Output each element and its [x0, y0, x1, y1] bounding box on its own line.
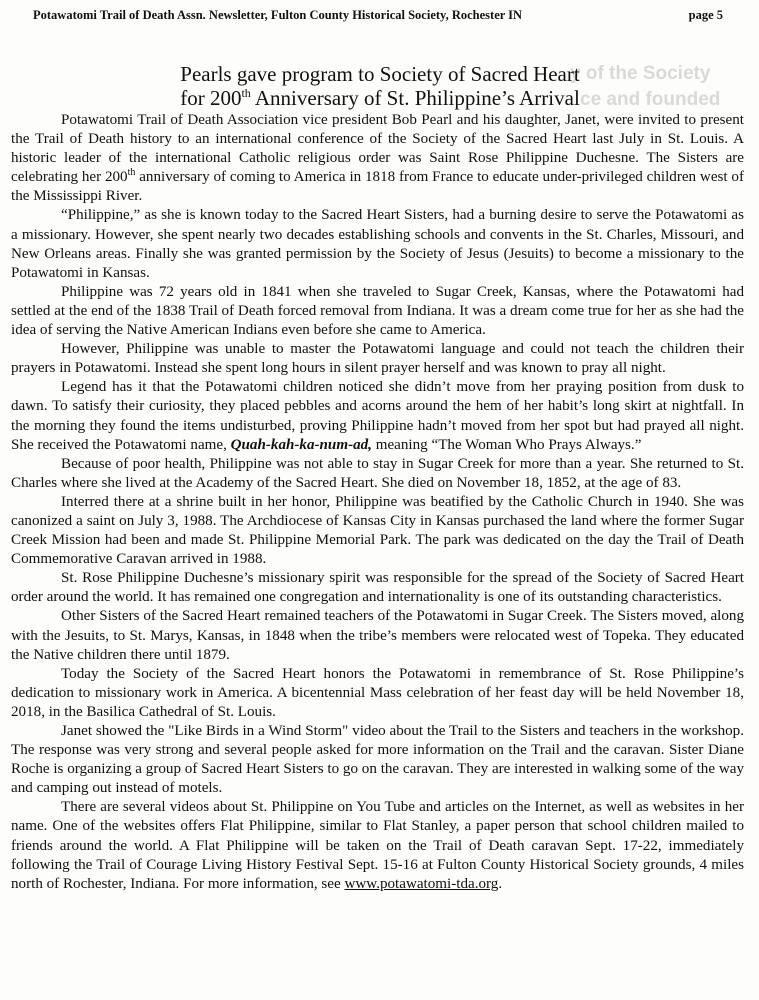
paragraph — [11, 798, 744, 893]
headline-line-2 — [60, 86, 700, 110]
paragraph: “Philippine,” as she is known today to the Sacred Heart Sisters, had a burning desire to serve the Potawatomi as a missionary. However, she spent nearly two decades establishing schools and convents in the St. Charles, Missouri, and New Orleans areas. Finally she was granted permission by the Society of Jesus (Jesuits) to become a missionary to the Potawatomi in Kansas. — [11, 207, 744, 281]
superscript: th — [127, 167, 136, 179]
page-number: page 5 — [688, 8, 723, 22]
paragraph-text: Legend has it that the Potawatomi children noticed she didn’t move from her praying position from dusk to dawn. To satisfy their curiosity, they placed pebbles and acorns around the hem of her habit’s long skirt at nightfall. In the morning they found the items undisturbed, proving Philippine hadn’t moved from her spot but had prayed all night. She received the Potawatomi name, — [11, 379, 744, 453]
paragraph-text: meaning “The Woman Who Prays Always.” — [371, 436, 642, 453]
paragraph — [11, 111, 744, 206]
paragraph-text: Potawatomi Trail of Death Association vice president Bob Pearl and his daughter, Janet, were invited to present the Trail of Death history to an international conference of the Society of the Sacred Heart last July in St. Louis. A historic leader of the international Catholic religious order was Saint Rose Philippine Duchesne. The Sisters are celebrating her 200 — [11, 112, 744, 186]
page-header — [33, 8, 723, 26]
website-link[interactable]: www.potawatomi-tda.org — [344, 875, 499, 892]
paragraph: St. Rose Philippine Duchesne’s missionary spirit was responsible for the spread of the Society of Sacred Heart order around the world. It has remained one congregation and internationality is one of its outstanding characteristics. — [11, 570, 744, 606]
bleed-through-text: y of the Society — [570, 63, 711, 84]
headline-superscript: th — [241, 86, 251, 100]
paragraph-text: . — [498, 875, 503, 892]
headline-line-1: Pearls gave program to Society of Sacred Heart — [180, 62, 580, 86]
paragraph: Janet showed the "Like Birds in a Wind Storm" video about the Trail to the Sisters and teachers in the workshop. The response was very strong and several people asked for more information on the Trail and the caravan. Sister Diane Roche is organizing a group of Sacred Heart Sisters to go on the caravan. They are interested in walking some of the way and camping out instead of motels. — [11, 723, 744, 797]
paragraph: Other Sisters of the Sacred Heart remained teachers of the Potawatomi in Sugar Creek. The Sisters moved, along with the Jesuits, to St. Marys, Kansas, in 1848 when the tribe’s members were relocated west of Topeka. They educated the Native children there until 1879. — [11, 608, 744, 663]
article-headline — [60, 62, 700, 110]
headline-text: for 200 — [180, 86, 242, 110]
headline-text: Anniversary of St. Philippine’s Arrival — [250, 86, 580, 110]
paragraph-text: anniversary of coming to America in 1818 from France to educate under-privileged children west of the Mississippi River. — [11, 169, 744, 205]
paragraph — [11, 378, 744, 454]
paragraph: Because of poor health, Philippine was not able to stay in Sugar Creek for more than a year. She returned to St. Charles where she lived at the Academy of the Sacred Heart. She died on November 18, 1852, at the age of 83. — [11, 455, 744, 491]
article-body — [11, 111, 744, 894]
paragraph: Philippine was 72 years old in 1841 when she traveled to Sugar Creek, Kansas, where the Potawatomi had settled at the end of the 1838 Trail of Death forced removal from Indiana. It was a dream come true for her as she had the idea of serving the Native American Indians even before she came to America. — [11, 283, 744, 339]
newsletter-title: Potawatomi Trail of Death Assn. Newsletter, Fulton County Historical Society, Rochester IN — [33, 8, 523, 22]
bleed-through-text: ce and founded — [580, 89, 721, 110]
paragraph: Today the Society of the Sacred Heart honors the Potawatomi in remembrance of St. Rose Philippine’s dedication to missionary work in America. A bicentennial Mass celebration of her feast day will be held November 18, 2018, in the Basilica Cathedral of St. Louis. — [11, 665, 744, 720]
potawatomi-name: Quah-kah-ka-num-ad, — [230, 436, 372, 453]
paragraph-text: There are several videos about St. Philippine on You Tube and articles on the Internet, as well as websites in her name. One of the websites offers Flat Philippine, similar to Flat Stanley, a paper person that school children mailed to friends around the world. A Flat Philippine will be taken on the Trail of Death caravan Sept. 17-22, immediately following the Trail of Courage Living History Festival Sept. 15-16 at Fulton County Historical Society grounds, 4 miles north of Rochester, Indiana. For more information, see — [11, 799, 744, 892]
paragraph: However, Philippine was unable to master the Potawatomi language and could not teach the children their prayers in Potawatomi. Instead she spent long hours in silent prayer herself and was known to pray all night. — [11, 341, 744, 377]
paragraph: Interred there at a shrine built in her honor, Philippine was beatified by the Catholic Church in 1940. She was canonized a saint on July 3, 1988. The Archdiocese of Kansas City in Kansas purchased the land where the former Sugar Creek Mission had been and made St. Philippine Memorial Park. The park was dedicated on the day the Trail of Death Commemorative Caravan arrived in 1988. — [11, 493, 744, 568]
